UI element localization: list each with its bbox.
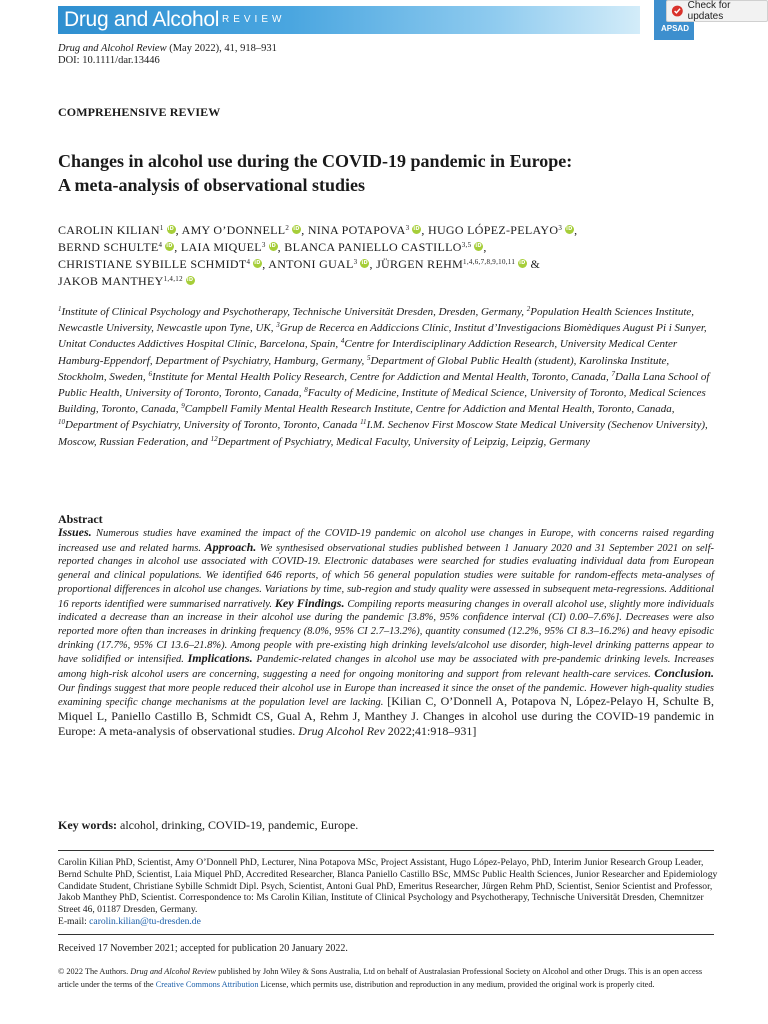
citation-volume: (May 2022), 41, 918–931	[166, 43, 277, 54]
author-name: BLANCA PANIELLO CASTILLO	[284, 240, 462, 254]
author	[182, 223, 308, 237]
affiliation-text: Department of Global Public Health (student), Karolinska Institute, Stockholm, Sweden,	[58, 354, 670, 383]
orcid-icon[interactable]	[269, 242, 278, 251]
affiliations	[58, 304, 718, 450]
author-affiliation-sup: 1	[159, 224, 164, 232]
abstract-implications-label: Implications.	[187, 651, 253, 666]
affiliation-text: Faculty of Medicine, Institute of Medical Science, University of Toronto, Medical Sciences Building, Toronto, Canada,	[58, 387, 706, 416]
doi: DOI: 10.1111/dar.13446	[58, 55, 160, 66]
orcid-icon[interactable]	[565, 225, 574, 234]
received-dates: Received 17 November 2021; accepted for publication 20 January 2022.	[58, 943, 348, 954]
affiliation-number: 2	[526, 305, 531, 313]
author-affiliation-sup: 3,5	[461, 241, 472, 249]
abstract-citation-end: 2022;41:918–931]	[384, 723, 477, 738]
author-affiliation-sup: 1,4,12	[163, 275, 183, 283]
abstract-issues-label: Issues.	[58, 525, 92, 539]
journal-review-label: REVIEW	[222, 14, 286, 25]
title-line-1: Changes in alcohol use during the COVID-19 pandemic in Europe:	[58, 151, 573, 171]
abstract-conclusion: Our findings suggest that more people reduced their alcohol use in Europe than increased it since the onset of the pandemic. However high-quality studies examining specific change mechanisms at the population level are lacking.	[58, 682, 714, 709]
author-name: JAKOB MANTHEY	[58, 274, 164, 288]
affiliation-text: Department of Psychiatry, University of Toronto, Toronto, Canada	[65, 419, 361, 432]
divider-bio	[58, 850, 714, 851]
bio-email-link[interactable]: carolin.kilian@tu-dresden.de	[89, 915, 201, 927]
affiliation-number: 10	[58, 418, 65, 427]
keywords-label: Key words:	[58, 818, 117, 832]
author	[58, 274, 195, 288]
keywords	[58, 818, 358, 833]
author-name: JÜRGEN REHM	[376, 257, 464, 271]
copyright-mid: published by John Wiley & Sons Australia, Ltd on behalf of Australasian Professional Society on Alcohol and other Drugs. This is an open access article under the terms of the	[58, 967, 703, 989]
affiliation-number: 6	[148, 369, 152, 378]
bio-text: Carolin Kilian PhD, Scientist, Amy O’Donnell PhD, Lecturer, Nina Potapova MSc, Project Assistant, Hugo López-Pelayo, PhD, Interim Junior Research Group Leader, Bernd Schulte PhD, Scientist, Laia Miquel PhD, Accredited Researcher, Blanca Paniello Castillo BSc, MMSc Public Health Sciences, Junior Researcher and Epidemiology Candidate Student, Christiane Sybille Schmidt Dipl. Psych, Scientist, Antoni Gual PhD, Emeritus Researcher, Jürgen Rehm PhD, Scientist, Senior Scientist and Professor, Jakob Manthey PhD, Scientist. Correspondence to: Ms Carolin Kilian, Institute of Clinical Psychology and Psychotherapy, Technische Universität Dresden, Chemnitzer Street 46, 01187 Dresden, Germany.	[58, 857, 718, 916]
author-name: ANTONI GUAL	[268, 257, 354, 271]
abstract-citation-text: [Kilian C, O’Donnell A, Potapova N, López-Pelayo H, Schulte B, Miquel L, Paniello Castillo B, Schmidt CS, Gual A, Rehm J, Manthey J. Changes in alcohol use during the COVID-19 pandemic in Europe: A meta-analysis of observational studies.	[58, 694, 714, 738]
author-name: CHRISTIANE SYBILLE SCHMIDT	[58, 257, 247, 271]
author-affiliation-sup: 3	[405, 224, 410, 232]
orcid-icon[interactable]	[165, 242, 174, 251]
cc-license-link[interactable]: Creative Commons Attribution	[155, 979, 259, 989]
author-separator: &	[527, 257, 541, 271]
author	[58, 223, 182, 237]
author-affiliation-sup: 1,4,6,7,8,9,10,11	[463, 258, 516, 266]
author-affiliation-sup: 4	[246, 258, 251, 266]
abstract-body	[58, 526, 714, 740]
affiliation-number: 8	[304, 386, 308, 395]
check-for-updates-button[interactable]	[666, 0, 768, 22]
affiliation-text: Department of Psychiatry, Medical Faculty, University of Leipzig, Leipzig, Germany	[217, 435, 590, 448]
affiliation-text: I.M. Sechenov First Moscow State Medical University (Sechenov University), Moscow, Russian Federation, and	[58, 419, 708, 448]
abstract-conclusion-label: Conclusion.	[654, 666, 714, 681]
title-line-2: A meta-analysis of observational studies	[58, 175, 366, 195]
affiliation-number: 1	[58, 305, 62, 313]
abstract-citation-journal: Drug Alcohol Rev	[298, 723, 385, 738]
abstract-implications: Pandemic-related changes in alcohol use may be associated with pre-pandemic drinking levels. Increases among high-risk alcohol users are concerning, suggesting a need for ongoing monitoring and support from relevant health-care services.	[58, 654, 714, 681]
abstract-issues: Numerous studies have examined the impact of the COVID-19 pandemic on alcohol use changes in Europe, with concerns raised regarding increased use and related harms.	[58, 528, 714, 554]
author	[308, 223, 428, 237]
article-title	[58, 149, 718, 197]
author-separator: ,	[277, 240, 285, 254]
author-name: BERND SCHULTE	[58, 240, 159, 254]
author-separator: ,	[483, 240, 487, 254]
orcid-icon[interactable]	[186, 276, 195, 285]
author	[58, 240, 181, 254]
affiliation-number: 4	[340, 337, 345, 346]
apsad-label: APSAD	[660, 24, 689, 33]
author-list	[58, 222, 708, 290]
author-affiliation-sup: 4	[158, 241, 163, 249]
section-type: COMPREHENSIVE REVIEW	[58, 105, 221, 119]
author-name: AMY O’DONNELL	[181, 223, 286, 237]
author	[58, 257, 268, 271]
abstract-findings-label: Key Findings.	[274, 595, 345, 610]
author-separator: ,	[301, 223, 308, 237]
orcid-icon[interactable]	[167, 225, 176, 234]
check-updates-icon	[671, 4, 684, 18]
author	[284, 240, 486, 254]
author	[268, 257, 376, 271]
bio-email-label: E-mail:	[58, 915, 90, 927]
citation-journal: Drug and Alcohol Review	[58, 43, 167, 54]
affiliation-number: 3	[276, 321, 280, 330]
affiliation-text: Dalla Lana School of Public Health, University of Toronto, Toronto, Canada,	[58, 370, 710, 400]
copyright-pre: © 2022 The Authors.	[58, 967, 131, 976]
affiliation-number: 7	[611, 369, 615, 378]
affiliation-text: Campbell Family Mental Health Research Institute, Centre for Addiction and Mental Health, Toronto, Canada,	[184, 403, 675, 416]
divider-received	[58, 934, 714, 935]
affiliation-text: Institute of Clinical Psychology and Psychotherapy, Technische Universität Dresden, Dresden, Germany,	[61, 306, 527, 318]
check-updates-label: Check for updates	[687, 0, 731, 22]
copyright-post: License, which permits use, distribution and reproduction in any medium, provided the original work is properly cited.	[258, 979, 655, 989]
author-name: LAIA MIQUEL	[180, 240, 262, 254]
author	[181, 240, 284, 254]
author-separator: ,	[175, 223, 182, 237]
author-affiliation-sup: 3	[558, 224, 563, 232]
citation-block	[58, 43, 277, 67]
orcid-icon[interactable]	[292, 225, 301, 234]
journal-name: Drug and Alcohol	[64, 8, 220, 31]
author-name: CAROLIN KILIAN	[58, 223, 160, 237]
orcid-icon[interactable]	[253, 259, 262, 268]
copyright-journal: Drug and Alcohol Review	[130, 967, 217, 976]
abstract-approach: We synthesised observational studies published between 1 January 2020 and 31 September 2021 on self-reported changes in alcohol use associated with COVID-19. Electronic databases were searched for studies evaluating individual data from European general and clinical populations. We identified 646 reports, of which 56 general population studies were suitable for random-effects meta-analyses of proportional differences in alcohol use changes. Variations by time, sub-region and study quality were assessed in subsequent meta-regressions. Additional 16 reports identified were summarised narratively.	[58, 542, 714, 610]
affiliation-number: 12	[210, 434, 218, 443]
orcid-icon[interactable]	[518, 259, 527, 268]
abstract-findings: Compiling reports measuring changes in overall alcohol use, slightly more individuals indicated a decrease than an increase in their alcohol use during the pandemic [3.8%, 95% confidence interval (CI) 0.00–7.6%]. Decreases were also reported more often than increases in drinking frequency (8.0%, 95% CI 2.7–13.2%), quantity consumed (12.2%, 95% CI 8.3–16.2%) and heavy episodic drinking (17.7%, 95% CI 13.6–21.8%). Among people with pre-existing high drinking levels/alcohol use disorder, high-level drinking patterns appear to have solidified or intensified.	[58, 598, 714, 666]
author-affiliation-sup: 3	[261, 241, 266, 249]
author-separator: ,	[262, 257, 269, 271]
keywords-text: alcohol, drinking, COVID-19, pandemic, Europe.	[117, 818, 359, 832]
journal-banner	[0, 0, 768, 44]
author-name: NINA POTAPOVA	[307, 223, 406, 237]
author-separator: ,	[421, 223, 428, 237]
author-separator: ,	[574, 223, 578, 237]
affiliation-text: Grup de Recerca en Addiccions Clínic, Institut d’Investigacions Biomèdiques August Pi i Sunyer, Unitat Conductes Addictives Hospital Clínic, Barcelona, Spain,	[58, 322, 707, 351]
abstract-heading: Abstract	[58, 512, 103, 526]
author-separator: ,	[174, 240, 181, 254]
abstract-approach-label: Approach.	[204, 539, 257, 554]
author-name: HUGO LÓPEZ-PELAYO	[427, 223, 559, 237]
author	[376, 257, 540, 271]
author-bio	[58, 857, 718, 928]
author-affiliation-sup: 2	[285, 224, 290, 232]
affiliation-text: Institute for Mental Health Policy Research, Centre for Addiction and Mental Health, Toronto, Canada,	[151, 370, 612, 383]
author-separator: ,	[369, 257, 377, 271]
copyright-notice	[58, 966, 718, 991]
affiliation-number: 9	[181, 402, 185, 411]
author-affiliation-sup: 3	[353, 258, 358, 266]
affiliation-number: 5	[366, 353, 371, 362]
affiliation-number: 11	[360, 418, 367, 427]
affiliation-text: Centre for Interdisciplinary Addiction Research, University Medical Center Hamburg-Eppendorf, Department of Psychiatry, Hamburg, Germany,	[58, 338, 678, 367]
affiliation-text: Population Health Sciences Institute, Newcastle University, Newcastle upon Tyne, UK,	[58, 306, 695, 335]
author	[428, 223, 577, 237]
